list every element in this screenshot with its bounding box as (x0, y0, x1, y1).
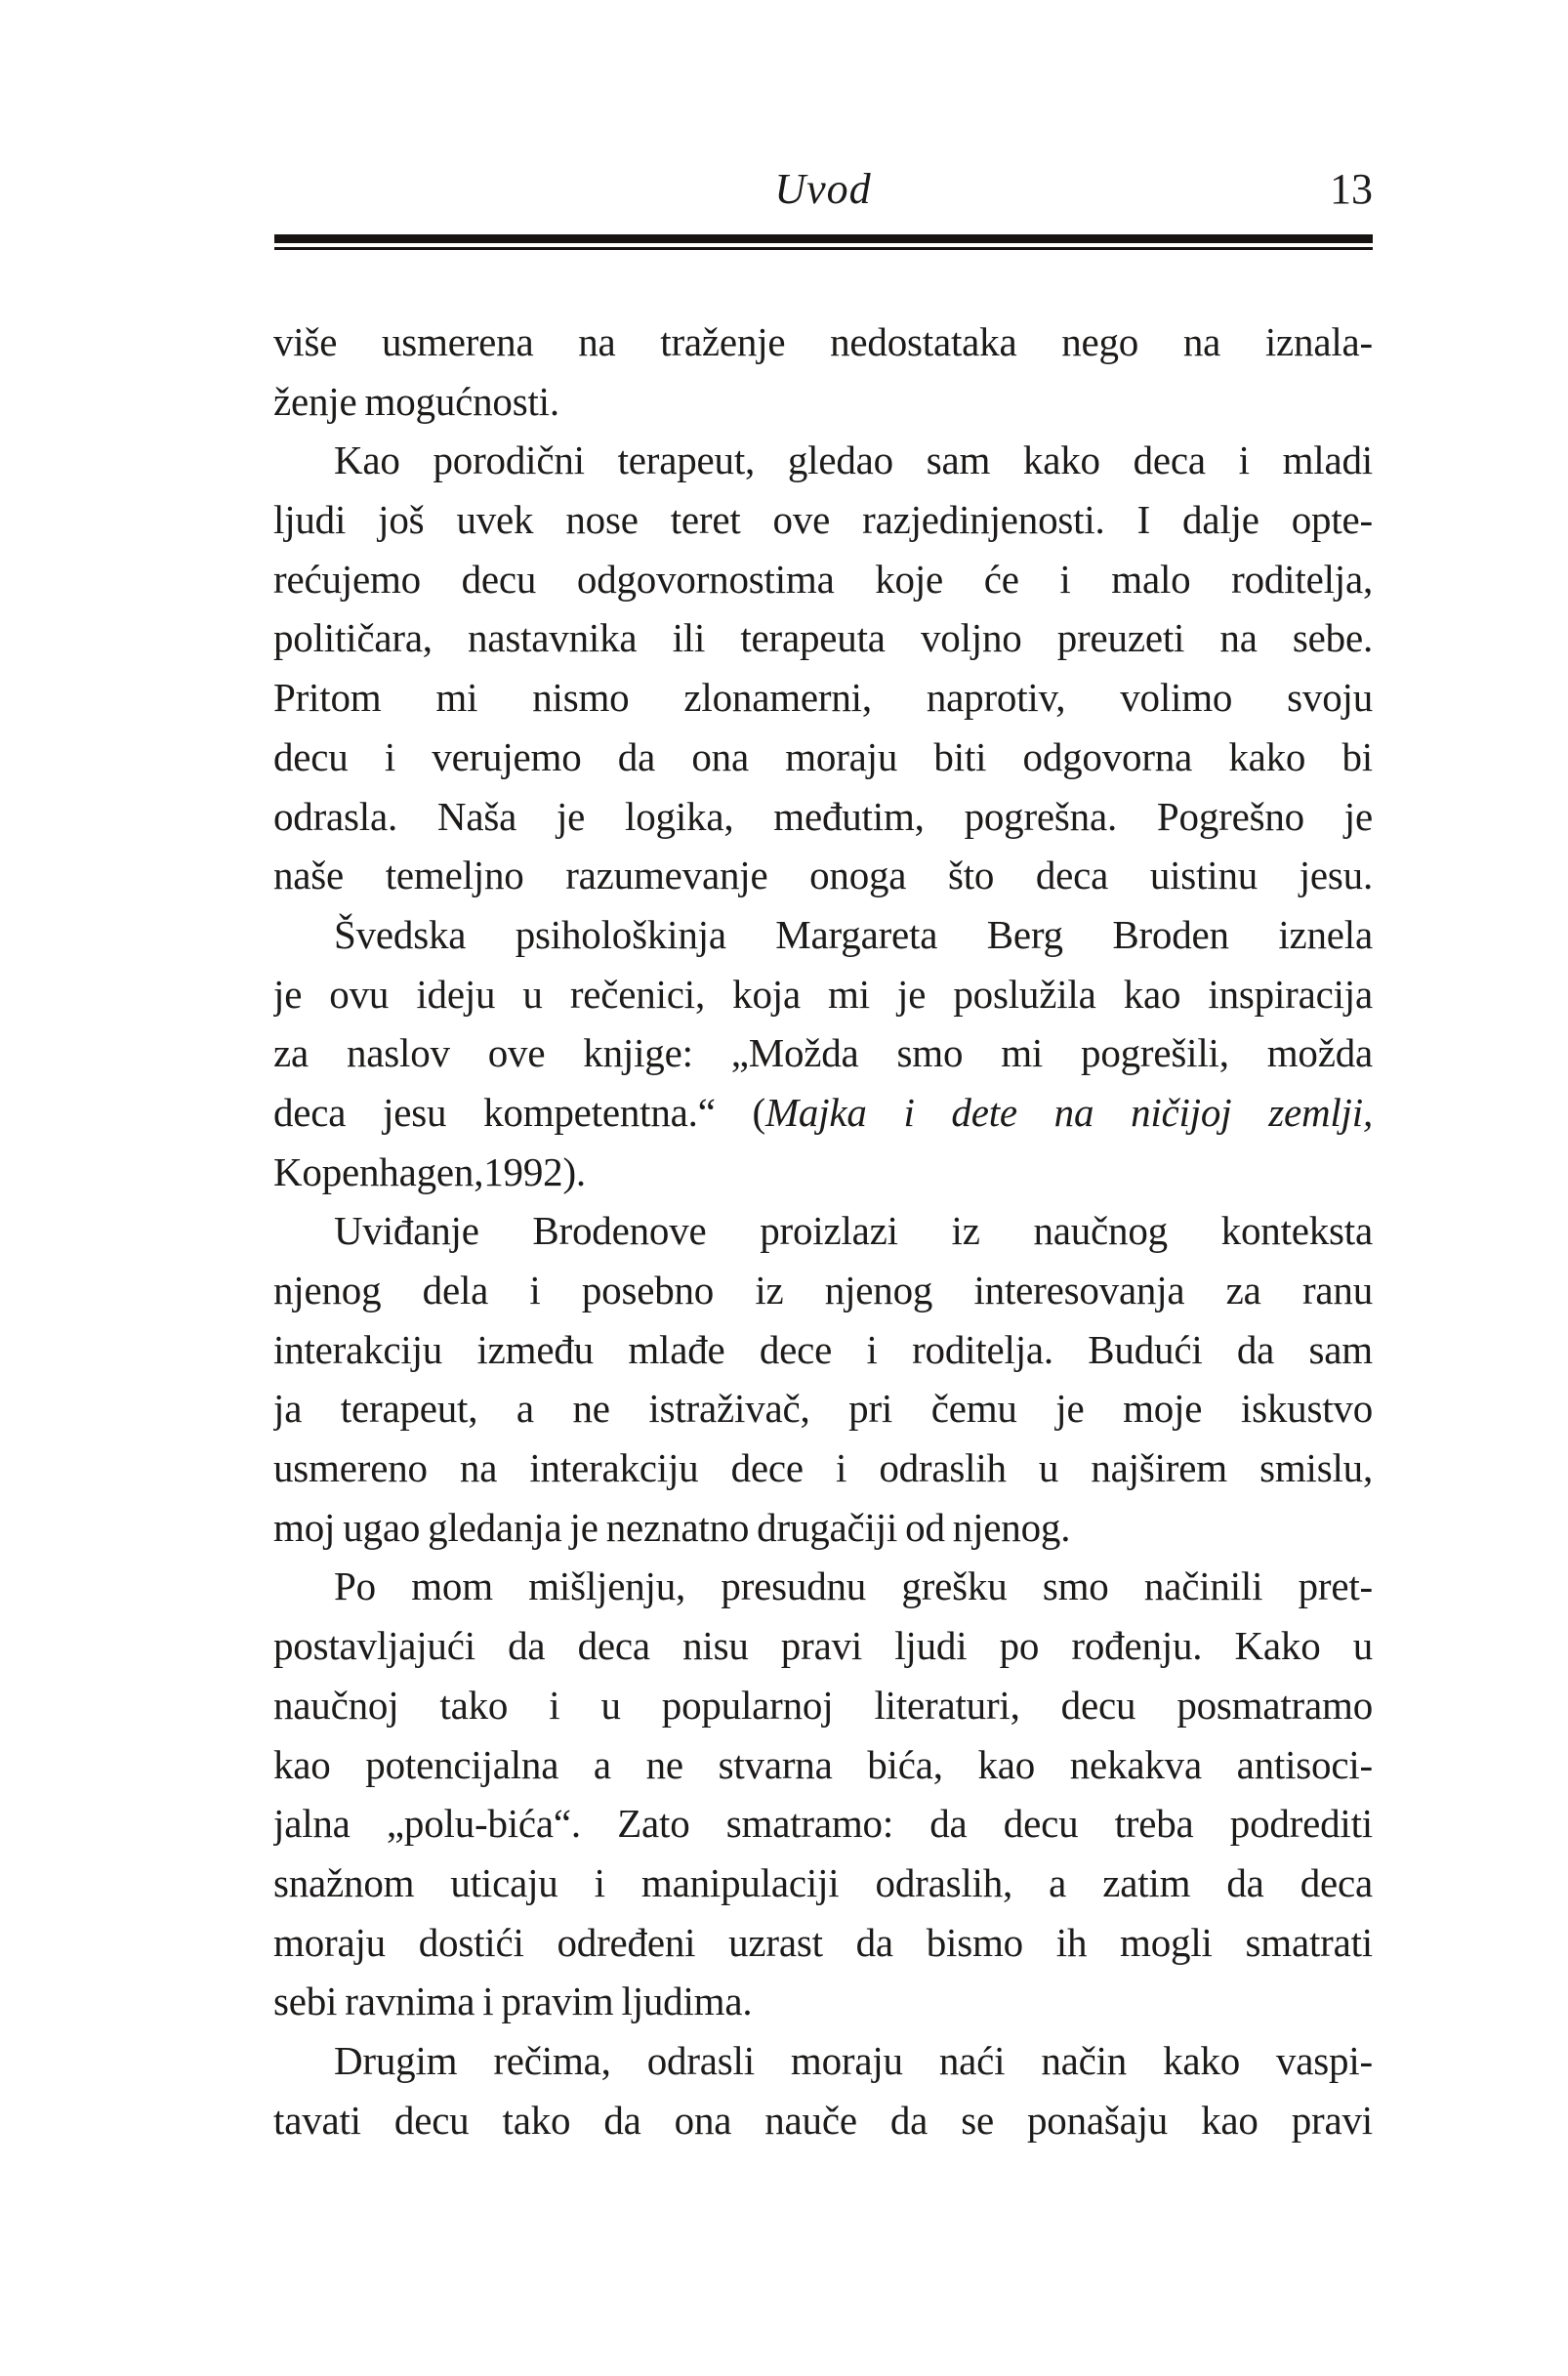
text-run: njenog dela i posebno iz njenog interesovanja za ranu (273, 1268, 1373, 1313)
text-run: rećujemo decu odgovornostima koje će i malo roditelja, (273, 556, 1373, 602)
text-run: kao potencijalna a ne stvarna bića, kao nekakva antisoci- (273, 1741, 1373, 1787)
text-line (273, 1143, 1373, 1202)
text-run: ja terapeut, a ne istraživač, pri čemu je moje iskustvo (273, 1386, 1373, 1432)
text-run: deca jesu kompetentna.“ ( (273, 1089, 765, 1135)
text-run: političara, nastavnika ili terapeuta voljno preuzeti na sebe. (273, 615, 1373, 661)
text-line (273, 1676, 1373, 1735)
text-line (273, 905, 1373, 965)
text-line (273, 372, 1373, 432)
text-run: moraju dostići određeni uzrast da bismo ih mogli smatrati (273, 1919, 1373, 1965)
text-line (273, 1498, 1373, 1558)
text-run: tavati decu tako da ona nauče da se ponašaju kao pravi (273, 2097, 1373, 2143)
page-number: 13 (1330, 165, 1373, 213)
text-line (273, 2091, 1373, 2150)
text-line (273, 1616, 1373, 1676)
text-run: Uviđanje Brodenove proizlazi iz naučnog konteksta (334, 1208, 1373, 1254)
text-run: moj ugao gledanja je neznatno drugačiji od njenog. (273, 1504, 1071, 1550)
text-run: Kopenhagen,1992). (273, 1148, 586, 1194)
text-line (273, 1557, 1373, 1616)
text-line (273, 1083, 1373, 1143)
text-line (273, 608, 1373, 668)
text-line (273, 1913, 1373, 1973)
text-line (273, 313, 1373, 372)
text-line (273, 965, 1373, 1024)
text-run: ljudi još uvek nose teret ove razjedinjenosti. I dalje opte- (273, 497, 1373, 543)
text-line (273, 728, 1373, 787)
text-run: ženje mogućnosti. (273, 378, 559, 424)
text-run: jalna „polu-bića“. Zato smatramo: da decu treba podrediti (273, 1801, 1373, 1847)
text-line (273, 787, 1373, 847)
text-run: je ovu ideju u rečenici, koja mi je poslužila kao inspiracija (273, 971, 1373, 1017)
text-run: decu i verujemo da ona moraju biti odgovorna kako bi (273, 733, 1373, 779)
text-run: usmereno na interakciju dece i odraslih u najširem smislu, (273, 1445, 1373, 1491)
text-run: naše temeljno razumevanje onoga što deca uistinu jesu. (273, 853, 1373, 898)
text-run: interakciju između mlađe dece i roditelja. Budući da sam (273, 1326, 1373, 1372)
text-line (273, 2031, 1373, 2091)
text-line (273, 431, 1373, 490)
text-line (273, 550, 1373, 609)
text-run: više usmerena na traženje nedostataka nego na iznala- (273, 319, 1373, 364)
text-run: naučnoj tako i u popularnoj literaturi, decu posmatramo (273, 1682, 1373, 1728)
text-block (273, 313, 1373, 2149)
text-run: odrasla. Naša je logika, međutim, pogrešna. Pogrešno je (273, 793, 1373, 839)
text-line (273, 846, 1373, 905)
text-line (273, 1261, 1373, 1320)
text-run: Švedska psihološkinja Margareta Berg Broden iznela (334, 911, 1373, 957)
italic-text-run: Majka i dete na ničijoj zemlji, (764, 1089, 1373, 1135)
text-line (273, 1438, 1373, 1498)
running-head-title: Uvod (774, 165, 872, 213)
text-run: Pritom mi nismo zlonamerni, naprotiv, volimo svoju (273, 675, 1373, 721)
text-line (273, 490, 1373, 550)
text-line (273, 1023, 1373, 1083)
header-rule (274, 234, 1373, 250)
text-run: postavljajući da deca nisu pravi ljudi po rođenju. Kako u (273, 1623, 1373, 1669)
text-run: snažnom uticaju i manipulaciji odraslih, a zatim da deca (273, 1859, 1373, 1905)
text-run: Kao porodični terapeut, gledao sam kako deca i mladi (334, 438, 1373, 483)
text-run: Drugim rečima, odrasli moraju naći način kako vaspi- (334, 2037, 1373, 2083)
text-run: sebi ravnima i pravim ljudima. (273, 1979, 753, 2024)
page-header (273, 162, 1373, 217)
text-line (273, 1201, 1373, 1261)
text-line (273, 1854, 1373, 1913)
text-line (273, 1379, 1373, 1438)
text-line (273, 1735, 1373, 1795)
text-line (273, 1320, 1373, 1380)
text-run: za naslov ove knjige: „Možda smo mi pogrešili, možda (273, 1030, 1373, 1076)
text-run: Po mom mišljenju, presudnu grešku smo načinili pret- (334, 1563, 1373, 1609)
text-line (273, 1794, 1373, 1854)
text-line (273, 1972, 1373, 2031)
text-line (273, 668, 1373, 728)
